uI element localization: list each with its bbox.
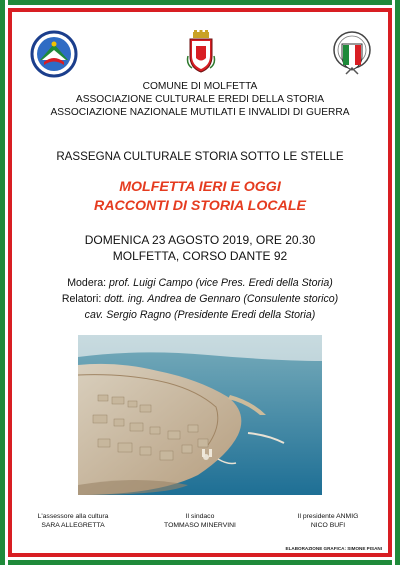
- event-title-line-2: RACCONTI DI STORIA LOCALE: [93, 198, 307, 214]
- signature-sindaco: [135, 512, 265, 530]
- speakers-label: Relatori:: [61, 293, 105, 305]
- series-title: RASSEGNA CULTURALE STORIA SOTTO LE STELLE: [56, 150, 344, 163]
- eredi-della-storia-logo-icon: [30, 30, 78, 78]
- border-green-right: [395, 0, 400, 565]
- org-line-anmig: ASSOCIAZIONE NAZIONALE MUTILATI E INVALIDI DI GUERRA: [50, 107, 350, 118]
- speaker-1-name: dott. ing. Andrea de Gennaro (Consulente storico): [104, 293, 339, 305]
- signature-presidente-anmig: [263, 512, 393, 530]
- speakers-block: [20, 275, 380, 323]
- speaker-2-name: cav. Sergio Ragno (Presidente Eredi della Storia): [84, 309, 316, 321]
- graphic-credit: ELABORAZIONE GRAFICA: SIMONE PISANI: [285, 546, 382, 551]
- moderator-name: prof. Luigi Campo (vice Pres. Eredi della Storia): [109, 277, 333, 289]
- signature-name: TOMMASO MINERVINI: [164, 522, 236, 529]
- moderator-line: [20, 275, 380, 291]
- anmig-emblem-icon: [332, 30, 372, 78]
- speaker-line-2: [20, 307, 380, 323]
- event-when-where: [20, 232, 380, 264]
- organizers: [20, 80, 380, 119]
- signature-role: Il sindaco: [185, 513, 215, 520]
- border-white-right: [392, 0, 395, 565]
- event-place: MOLFETTA, CORSO DANTE 92: [112, 249, 288, 263]
- molfetta-coat-of-arms-icon: [186, 30, 216, 74]
- signature-role: Il presidente ANMIG: [297, 513, 359, 520]
- event-title-line-1: MOLFETTA IERI E OGGI: [119, 179, 281, 195]
- signature-assessore: [8, 512, 138, 530]
- signature-role: L'assessore alla cultura: [37, 513, 109, 520]
- speaker-line-1: [20, 291, 380, 307]
- event-title: [20, 178, 380, 216]
- molfetta-aerial-photo: [78, 335, 322, 495]
- signature-name: SARA ALLEGRETTA: [41, 522, 105, 529]
- border-red-top: [0, 8, 400, 12]
- event-date: DOMENICA 23 AGOSTO 2019, ORE 20.30: [84, 233, 316, 247]
- border-red-right: [388, 8, 392, 557]
- signature-name: NICO BUFI: [310, 522, 346, 529]
- moderator-label: Modera:: [67, 277, 110, 289]
- org-line-eredi: ASSOCIAZIONE CULTURALE EREDI DELLA STORIA: [75, 94, 325, 105]
- border-red-left: [8, 8, 12, 557]
- border-green-bottom: [0, 560, 400, 565]
- org-line-comune: COMUNE DI MOLFETTA: [142, 81, 258, 92]
